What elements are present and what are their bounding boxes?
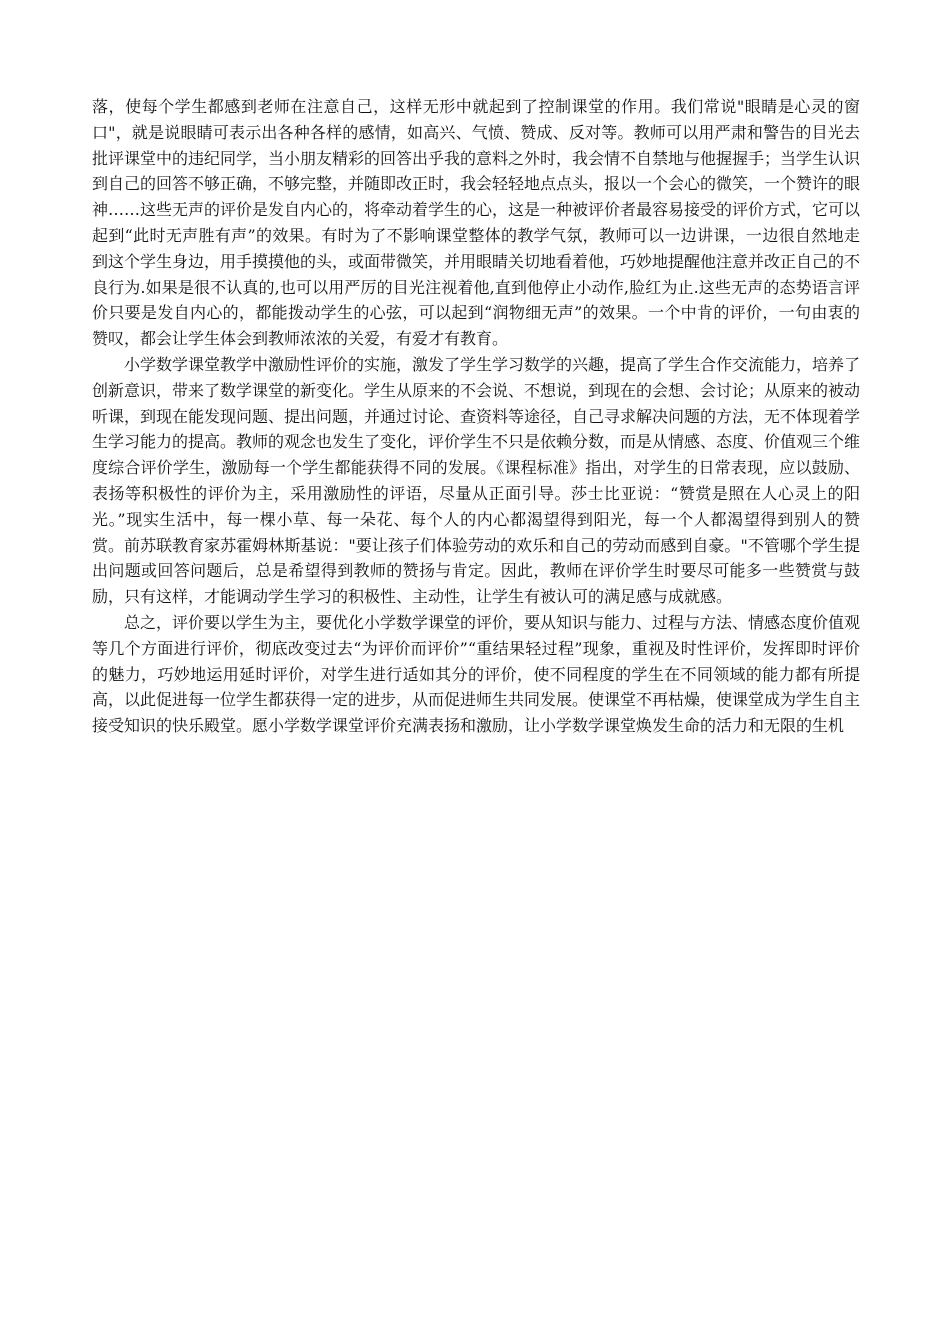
paragraph-3: 总之，评价要以学生为主，要优化小学数学课堂的评价，要从知识与能力、过程与方法、情感态度价值观等几个方面进行评价，彻底改变过去“为评价而评价”“重结果轻过程”现象，重视及时性评价，发挥即时评价的魅力，巧妙地运用延时评价，对学生进行适如其分的评价，使不同程度的学生在不同领域的能力都有所提高，以此促进每一位学生都获得一定的进步，从而促进师生共同发展。使课堂不再枯燥，使课堂成为学生自主接受知识的快乐殿堂。愿小学数学课堂评价充满表扬和激励，让小学数学课堂焕发生命的活力和无限的生机 xyxy=(92,612,861,736)
document-body xyxy=(92,94,860,739)
paragraph-2: 小学数学课堂教学中激励性评价的实施，激发了学生学习数学的兴趣，提高了学生合作交流能力，培养了创新意识，带来了数学课堂的新变化。学生从原来的不会说、不想说，到现在的会想、会讨论；从原来的被动听课，到现在能发现问题、提出问题，并通过讨论、查资料等途径，自己寻求解决问题的方法，无不体现着学生学习能力的提高。教师的观念也发生了变化，评价学生不只是依赖分数，而是从情感、态度、价值观三个维度综合评价学生，激励每一个学生都能获得不同的发展。《课程标准》指出，对学生的日常表现，应以鼓励、表扬等积极性的评价为主，采用激励性的评语，尽量从正面引导。莎士比亚说：“赞赏是照在人心灵上的阳光。”现实生活中，每一棵小草、每一朵花、每个人的内心都渴望得到阳光，每一个人都渴望得到别人的赞赏。前苏联教育家苏霍姆林斯基说："要让孩子们体验劳动的欢乐和自己的劳动而感到自豪。"不管哪个学生提出问题或回答问题后，总是希望得到教师的赞扬与肯定。因此，教师在评价学生时要尽可能多一些赞赏与鼓励，只有这样，才能调动学生学习的积极性、主动性，让学生有被认可的满足感与成就感。 xyxy=(92,354,861,607)
paragraph-1: 落，使每个学生都感到老师在注意自己，这样无形中就起到了控制课堂的作用。我们常说"眼睛是心灵的窗口"，就是说眼睛可表示出各种各样的感情，如高兴、气愤、赞成、反对等。教师可以用严肃和警告的目光去批评课堂中的违纪同学，当小朋友精彩的回答出乎我的意料之外时，我会情不自禁地与他握握手；当学生认识到自己的回答不够正确，不够完整，并随即改正时，我会轻轻地点点头，报以一个会心的微笑，一个赞许的眼神……这些无声的评价是发自内心的，将牵动着学生的心，这是一种被评价者最容易接受的评价方式，它可以起到“此时无声胜有声”的效果。有时为了不影响课堂整体的教学气氛，教师可以一边讲课，一边很自然地走到这个学生身边，用手摸摸他的头，或面带微笑，并用眼睛关切地看着他，巧妙地提醒他注意并改正自己的不良行为.如果是很不认真的,也可以用严厉的目光注视着他,直到他停止小动作,脸红为止.这些无声的态势语言评价只要是发自内心的，都能拨动学生的心弦，可以起到“润物细无声”的效果。一个中肯的评价，一句由衷的赞叹，都会让学生体会到教师浓浓的关爱，有爱才有教育。 xyxy=(92,97,861,349)
